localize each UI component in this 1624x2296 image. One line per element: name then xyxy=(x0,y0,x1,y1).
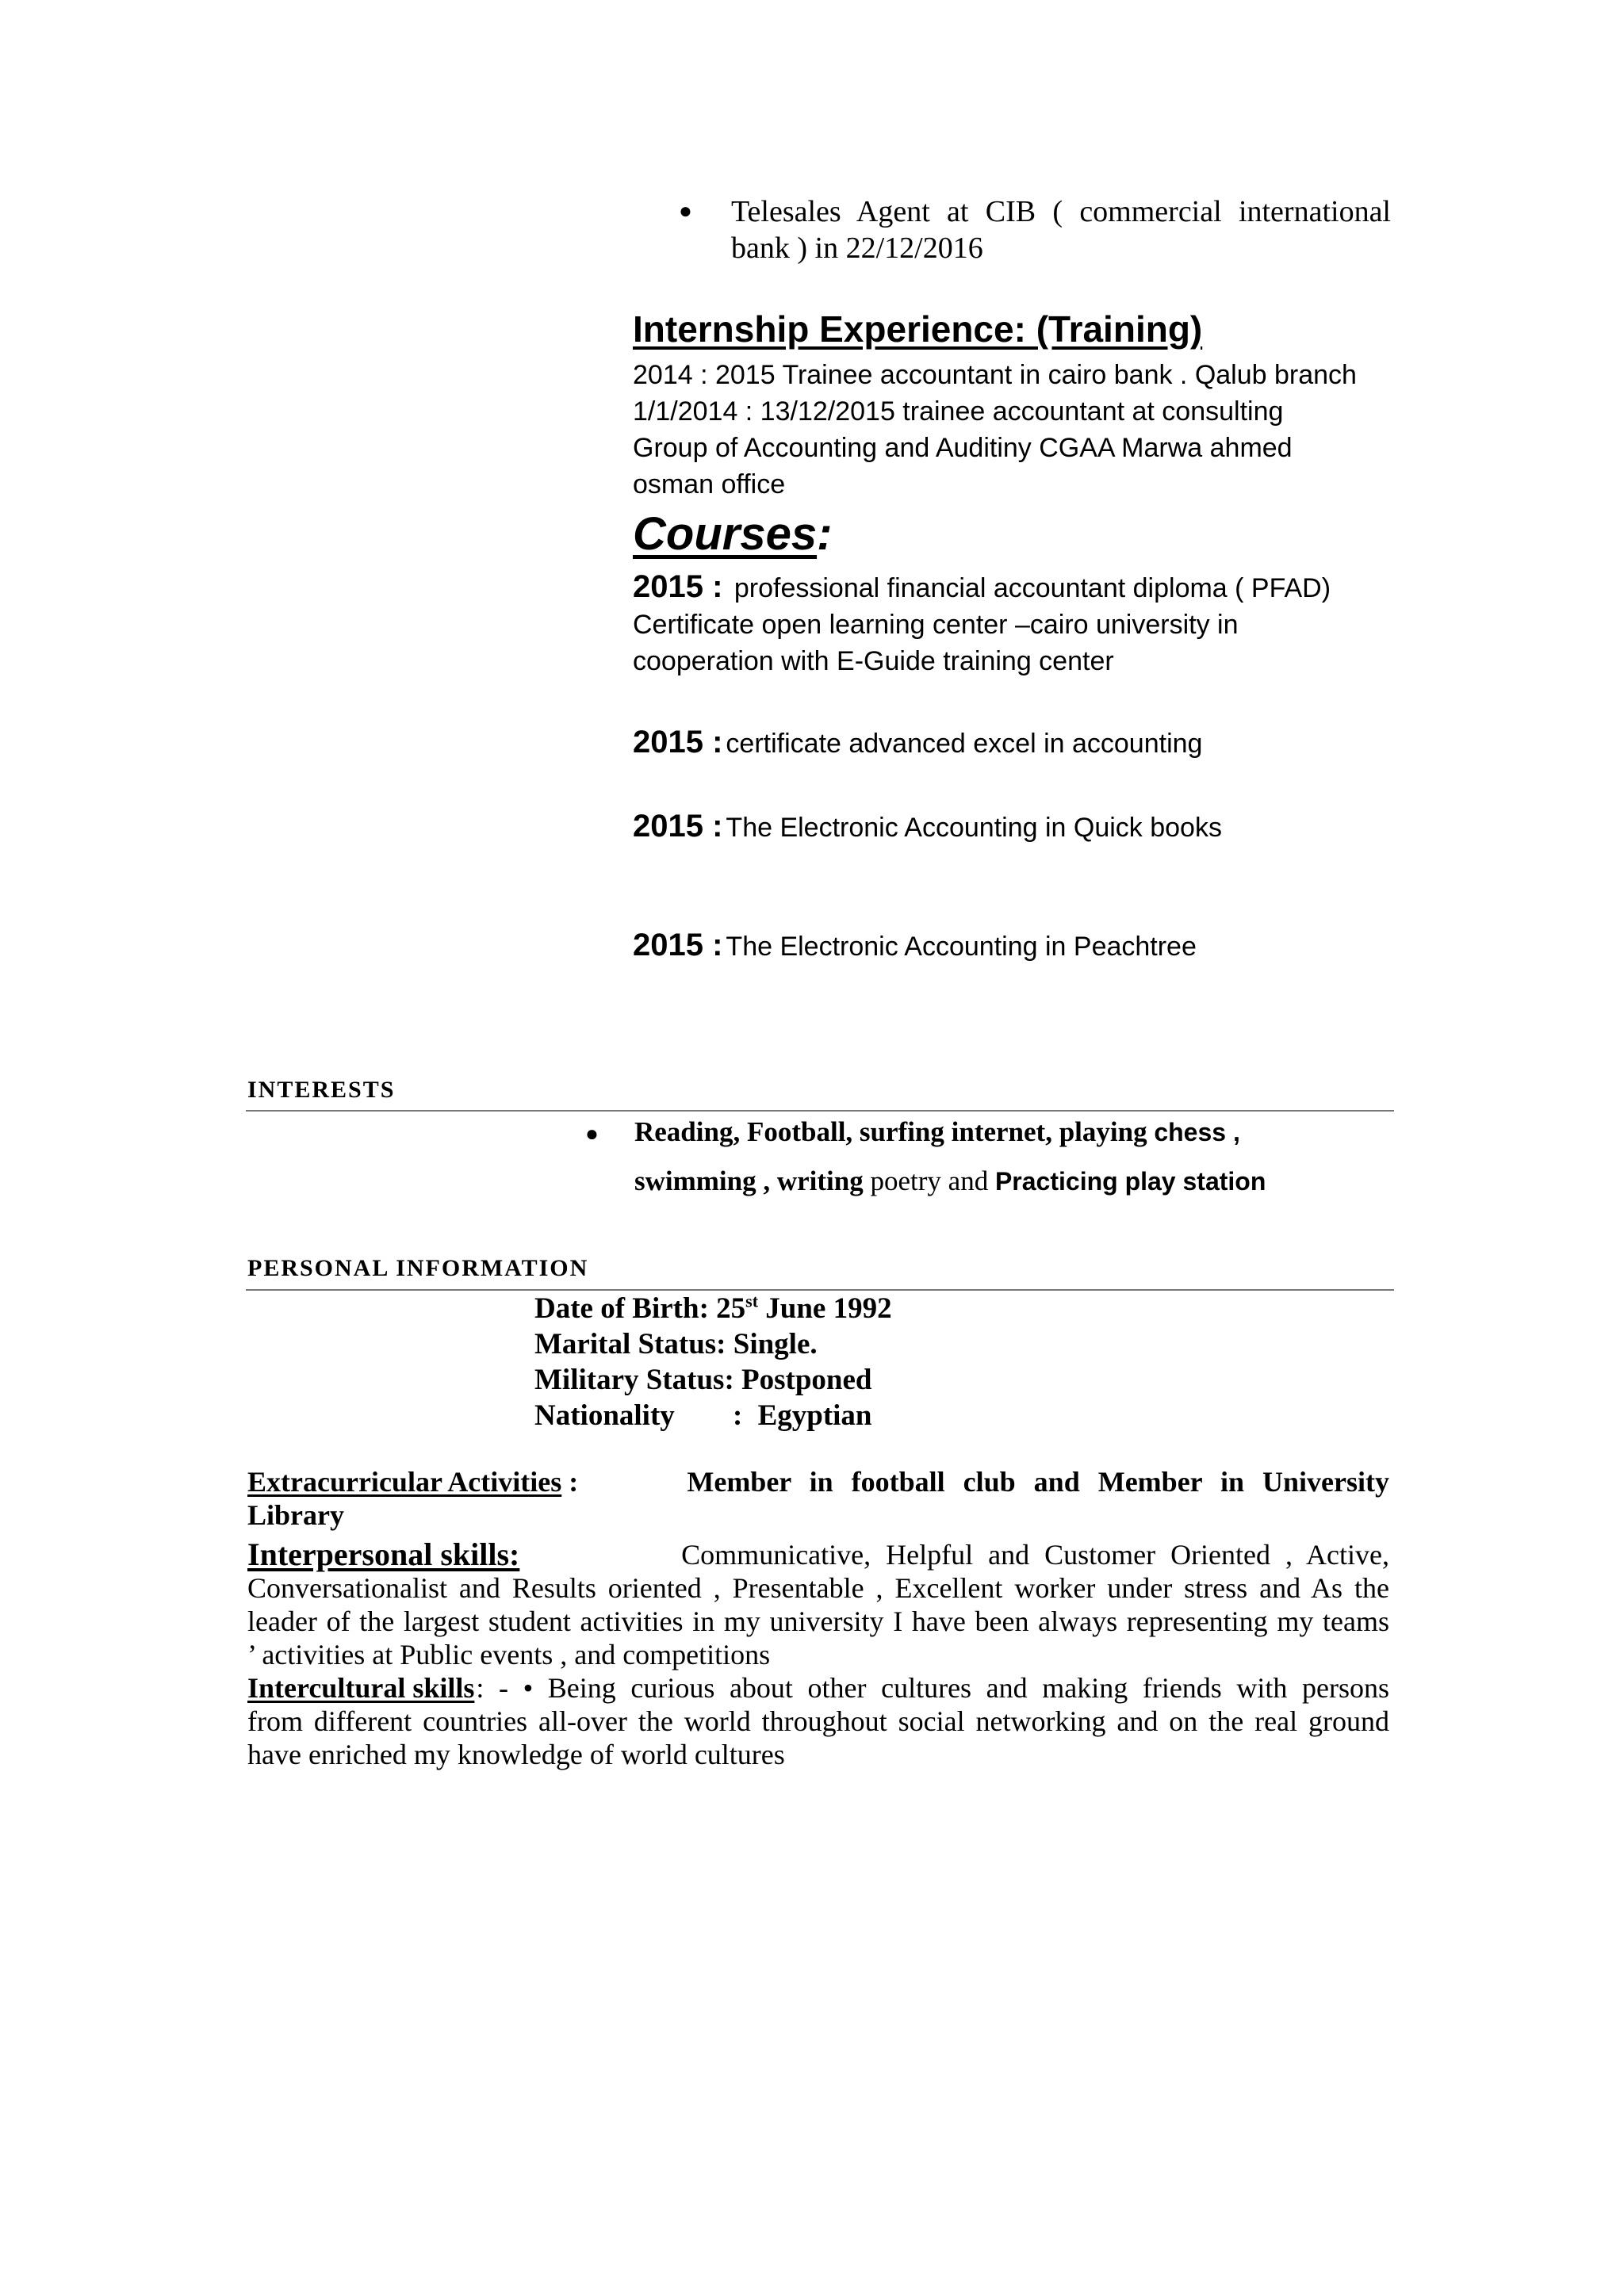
interests-title: INTERESTS xyxy=(247,1077,396,1103)
nationality-label: Nationality xyxy=(534,1399,675,1432)
course-item xyxy=(633,725,1202,762)
interpersonal-text: Conversationalist and Results oriented , Presentable , Excellent worker under stress and As the xyxy=(247,1572,1389,1604)
course-line: The Electronic Accounting in Peachtree xyxy=(726,932,1197,962)
course-year: 2015 : xyxy=(633,569,723,604)
nationality-row xyxy=(534,1398,892,1433)
interpersonal-label: Interpersonal skills: xyxy=(247,1536,520,1572)
course-line: professional financial accountant diploma ( PFAD) xyxy=(733,573,1331,603)
internship-line: osman office xyxy=(633,469,786,499)
interests-text: poetry and xyxy=(870,1165,989,1196)
extracurricular-text: Member in football club and Member in University xyxy=(687,1466,1389,1498)
military-value: Postponed xyxy=(741,1364,872,1396)
course-line: certificate advanced excel in accounting xyxy=(726,729,1203,759)
dob-suffix: st xyxy=(745,1291,759,1311)
job-entry-line: Telesales Agent at CIB ( commercial international xyxy=(731,195,1391,228)
military-label: Military Status: xyxy=(534,1364,734,1396)
personal-info-title: PERSONAL INFORMATION xyxy=(247,1255,589,1281)
extracurricular-section xyxy=(247,1465,1389,1532)
course-year: 2015 : xyxy=(633,725,723,760)
intercultural-text: have enriched my knowledge of world cultures xyxy=(247,1739,785,1770)
courses-heading-text: Courses xyxy=(633,508,818,560)
internship-list xyxy=(633,357,1357,503)
intercultural-text: : - • Being curious about other cultures and making friends with persons xyxy=(476,1672,1389,1704)
military-row xyxy=(534,1362,892,1398)
interpersonal-text: leader of the largest student activities in my university I have been always representing my teams xyxy=(247,1605,1389,1637)
internship-heading: Internship Experience: (Training) xyxy=(633,308,1203,350)
course-line: The Electronic Accounting in Quick books xyxy=(726,813,1222,843)
extracurricular-label: Extracurricular Activities xyxy=(247,1466,562,1498)
bullet-icon: ● xyxy=(585,1121,599,1146)
internship-line: 1/1/2014 : 13/12/2015 trainee accountant at consulting xyxy=(633,396,1284,427)
dob-row xyxy=(534,1291,892,1326)
interests-text: Practicing play station xyxy=(994,1167,1266,1196)
interests-line xyxy=(634,1165,1266,1197)
dob-value: June 1992 xyxy=(765,1292,892,1325)
internship-line: 2014 : 2015 Trainee accountant in cairo bank . Qalub branch xyxy=(633,360,1357,390)
dob-label: Date of Birth: 25 xyxy=(534,1292,746,1325)
interests-divider xyxy=(246,1110,1394,1112)
course-item xyxy=(633,928,1197,965)
course-year: 2015 : xyxy=(633,809,723,844)
courses-heading xyxy=(633,507,832,561)
extracurricular-sep: : xyxy=(569,1466,579,1498)
course-line: cooperation with E-Guide training center xyxy=(633,646,1114,676)
bullet-icon: ● xyxy=(679,198,692,223)
marital-label: Marital Status: xyxy=(534,1328,726,1360)
marital-row xyxy=(534,1326,892,1362)
interests-text: chess , xyxy=(1154,1118,1240,1146)
extracurricular-text: Library xyxy=(247,1499,344,1531)
interpersonal-text: Communicative, Helpful and Customer Oriented , Active, xyxy=(681,1539,1389,1571)
course-line: Certificate open learning center –cairo university in xyxy=(633,610,1239,640)
interests-line xyxy=(634,1116,1240,1148)
intercultural-section xyxy=(247,1671,1389,1771)
nationality-sep: : xyxy=(733,1399,743,1432)
courses-heading-colon: : xyxy=(817,508,833,560)
intercultural-text: from different countries all-over the world throughout social networking and on the real ground xyxy=(247,1705,1389,1737)
job-entry xyxy=(731,193,1391,266)
course-year: 2015 : xyxy=(633,928,723,962)
intercultural-label: Intercultural skills xyxy=(247,1672,475,1704)
interpersonal-section xyxy=(247,1538,1389,1671)
nationality-value: Egyptian xyxy=(757,1399,872,1432)
interests-text: swimming , writing xyxy=(634,1165,864,1196)
personal-info-list xyxy=(534,1291,892,1433)
job-entry-line: bank ) in 22/12/2016 xyxy=(731,232,983,265)
marital-value: Single. xyxy=(733,1328,818,1360)
internship-line: Group of Accounting and Auditiny CGAA Marwa ahmed xyxy=(633,433,1293,463)
interests-text: Reading, Football, surfing internet, playing xyxy=(634,1116,1147,1147)
course-item xyxy=(633,809,1222,846)
course-item xyxy=(633,569,1394,679)
interpersonal-text: ’ activities at Public events , and competitions xyxy=(247,1639,771,1670)
